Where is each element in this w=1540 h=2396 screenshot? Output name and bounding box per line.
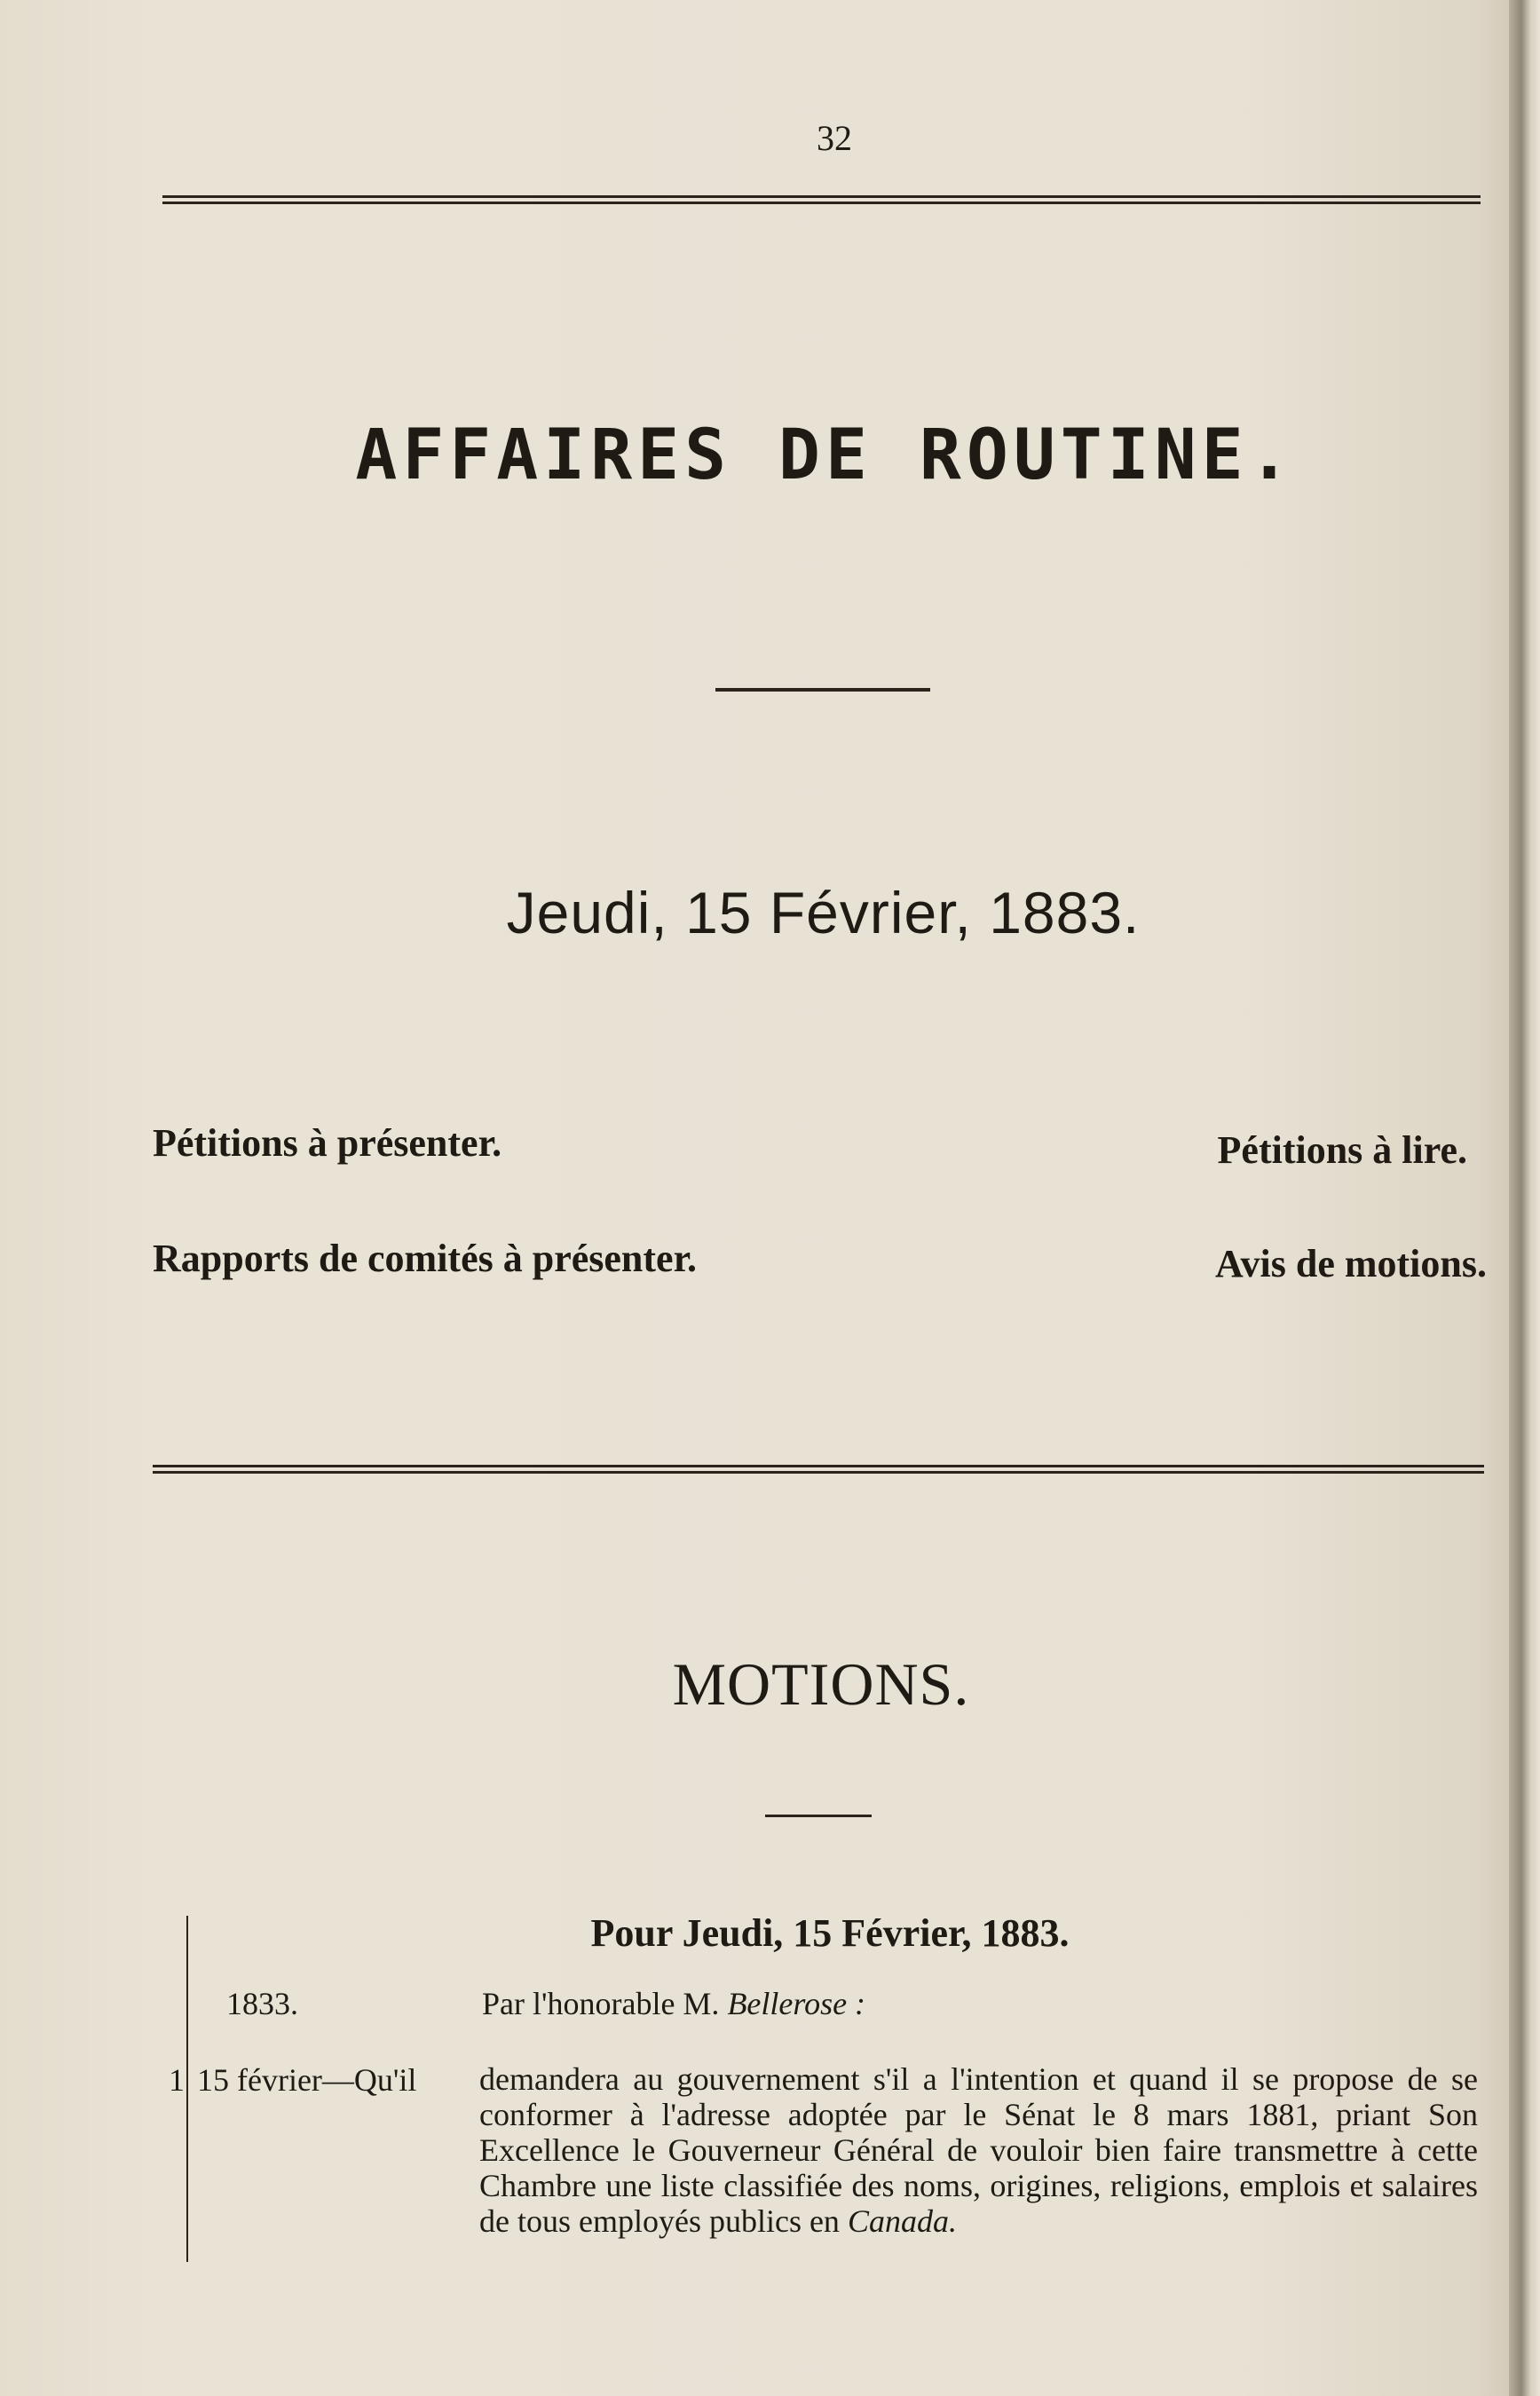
mover-name: Bellerose : xyxy=(727,1986,866,2021)
item-petitions-presenter: Pétitions à présenter. xyxy=(153,1121,502,1165)
page-edge-shadow xyxy=(1509,0,1540,2396)
motion-year: 1833. xyxy=(226,1986,298,2021)
page-number: 32 xyxy=(817,118,852,158)
motion-date: 15 février—Qu'il xyxy=(197,2062,417,2098)
motion-text-main: demandera au gouvernement s'il a l'intention et quand il se propose de se conformer à l'adresse adoptée par le Sénat le 8 mars 1881, priant Son Excellence le Gouverneur Général de vouloir bien faire transmettre à cette Chambre une liste classifiée des noms, origines, religions, emplois et salaires de tous employés publics en xyxy=(479,2061,1478,2239)
routine-title: AFFAIRES DE ROUTINE. xyxy=(355,415,1296,495)
mover-prefix: Par l'honorable M. xyxy=(482,1986,720,2021)
motion-text xyxy=(479,2061,1478,2239)
motion-mover xyxy=(482,1985,865,2022)
motion-number: 1 xyxy=(169,2062,185,2098)
item-avis-motions: Avis de motions. xyxy=(1215,1242,1487,1285)
motions-sub-heading: Pour Jeudi, 15 Février, 1883. xyxy=(590,1911,1070,1955)
short-divider xyxy=(715,688,930,692)
motion-text-place: Canada. xyxy=(847,2203,957,2239)
routine-date: Jeudi, 15 Février, 1883. xyxy=(506,880,1141,945)
margin-bar xyxy=(186,1916,188,2262)
motions-divider xyxy=(765,1815,872,1817)
motions-title: MOTIONS. xyxy=(672,1650,970,1718)
section-rule xyxy=(153,1465,1484,1474)
item-rapports: Rapports de comités à présenter. xyxy=(153,1237,698,1280)
item-petitions-lire: Pétitions à lire. xyxy=(1217,1128,1467,1172)
header-rule xyxy=(162,195,1481,204)
